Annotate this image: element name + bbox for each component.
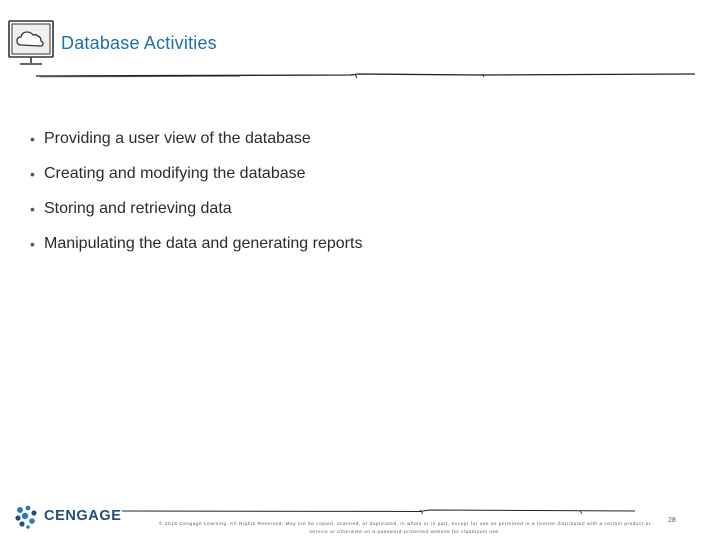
- bullet-text: Creating and modifying the database: [44, 164, 306, 182]
- page-number: 28: [668, 517, 676, 524]
- logo-text: CENGAGE: [44, 508, 122, 524]
- footer-divider: [120, 505, 640, 517]
- list-item: [30, 226, 362, 261]
- cengage-logo-icon: [12, 502, 40, 530]
- bullet-text: Manipulating the data and generating reports: [44, 234, 363, 252]
- slide-title: Database Activities: [61, 33, 217, 53]
- list-item: [30, 156, 362, 191]
- bullet-icon: •: [30, 235, 35, 252]
- list-item: [30, 121, 362, 156]
- bullet-icon: •: [30, 200, 35, 217]
- header-divider: [0, 66, 720, 82]
- bullet-icon: •: [30, 165, 35, 182]
- bullet-text: Storing and retrieving data: [44, 199, 232, 217]
- cloud-monitor-icon: [6, 18, 56, 70]
- bullet-icon: •: [30, 130, 35, 147]
- copyright-notice: © 2018 Cengage Learning. All Rights Reserved. May not be copied, scanned, or duplicated, in whole or in part, except for use as permitted in a license distributed with a certain product or service or otherwise on a password-protected website for classroom use.: [158, 521, 652, 534]
- bullet-list: [30, 121, 362, 261]
- list-item: [30, 191, 362, 226]
- bullet-text: Providing a user view of the database: [44, 129, 311, 147]
